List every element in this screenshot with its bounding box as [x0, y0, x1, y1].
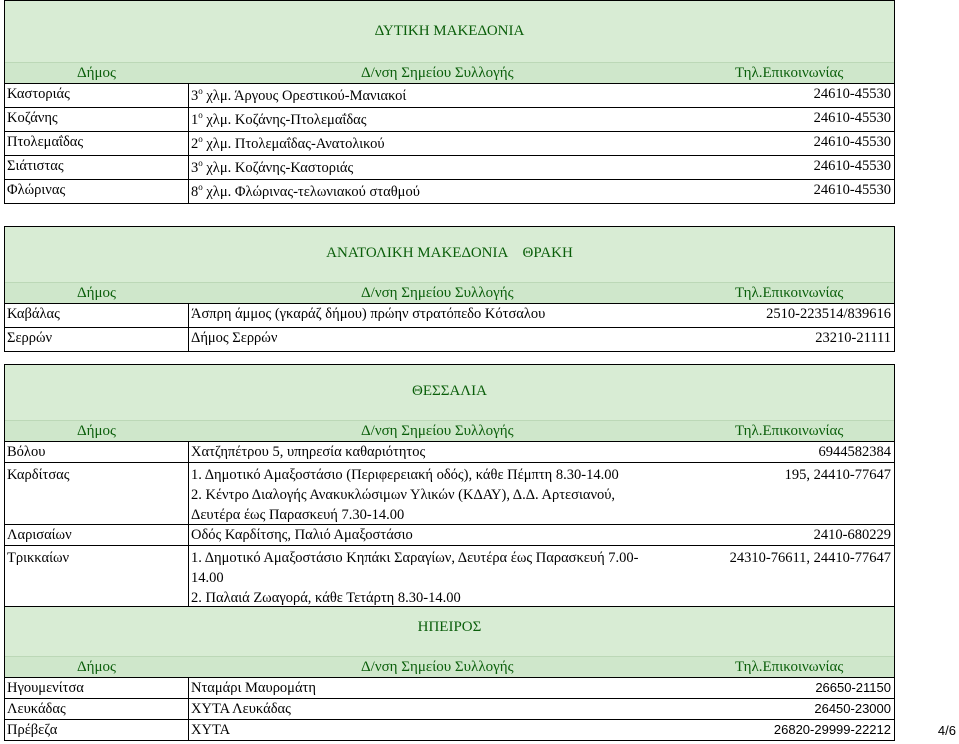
address-cell: 1. Δημοτικό Αμαξοστάσιο (Περιφερειακή οδός), κάθε Πέμπτη 8.30-14.00 2. Κέντρο Διαλογής Ανακυκλώσιμων Υλικών (ΚΔΑΥ), Δ.Δ. Αρτεσιανού, Δευτέρα έως Παρασκευή 7.30-14.00: [191, 467, 619, 523]
address-cell: ΧΥΤΑ: [191, 722, 231, 738]
address-cell: $2^o$ χλμ. Πτολεμαΐδας-Ανατολικού: [191, 134, 385, 152]
table-row: [4, 463, 895, 525]
column-headers: [5, 282, 894, 303]
section-header: [4, 606, 895, 678]
table-row: [4, 132, 895, 156]
dimos-cell: Λαρισαίων: [7, 527, 72, 543]
col-address: Δ/νση Σημείου Συλλογής: [361, 423, 514, 439]
address-cell: $3^o$ χλμ. Άργους Ορεστικού-Μανιακοί: [191, 86, 407, 104]
dimos-cell: Πτολεμαΐδας: [7, 134, 84, 150]
table-row: [4, 720, 895, 741]
phone-cell: 195, 24410-77647: [784, 467, 891, 483]
phone-cell: 24610-45530: [813, 110, 891, 126]
dimos-cell: Καστοριάς: [7, 86, 70, 102]
dimos-cell: Φλώρινας: [7, 182, 66, 198]
dimos-cell: Σιάτιστας: [7, 158, 64, 174]
table-row: [4, 678, 895, 699]
dimos-cell: Τρικκαίων: [7, 550, 70, 566]
column-headers: [5, 420, 894, 441]
phone-cell: 24610-45530: [813, 158, 891, 174]
page-number: 4/6: [937, 723, 956, 738]
col-phone: Τηλ.Επικοινωνίας: [735, 65, 844, 81]
address-cell: Δήμος Σερρών: [191, 330, 278, 346]
region-title: ΗΠΕΙΡΟΣ: [417, 619, 482, 635]
col-dimos: Δήμος: [77, 659, 116, 675]
phone-cell: 24610-45530: [813, 134, 891, 150]
address-cell: Οδός Καρδίτσης, Παλιό Αμαξοστάσιο: [191, 527, 413, 543]
section-epirus: [4, 606, 895, 741]
phone-cell: 2410-680229: [813, 527, 891, 543]
column-headers: [5, 656, 894, 677]
col-address: Δ/νση Σημείου Συλλογής: [361, 285, 514, 301]
address-cell: 1. Δημοτικό Αμαξοστάσιο Κηπάκι Σαραγίων, Δευτέρα έως Παρασκευή 7.00- 14.00 2. Παλαιά Ζωαγορά, κάθε Τετάρτη 8.30-14.00: [191, 550, 639, 606]
address-cell: Χατζηπέτρου 5, υπηρεσία καθαριότητος: [191, 444, 426, 460]
address-cell: Άσπρη άμμος (γκαράζ δήμου) πρώην στρατόπεδο Κότσαλου: [191, 306, 546, 322]
dimos-cell: Σερρών: [7, 330, 53, 346]
section-header: [4, 0, 895, 84]
phone-cell: 2510-223514/839616: [766, 306, 891, 322]
section-header: [4, 364, 895, 442]
table-row: [4, 546, 895, 608]
table-row: [4, 442, 895, 463]
column-headers: [5, 62, 894, 83]
address-cell: $1^o$ χλμ. Κοζάνης-Πτολεμαΐδας: [191, 110, 367, 128]
address-cell: $3^o$ χλμ. Κοζάνης-Καστοριάς: [191, 158, 354, 176]
table-row: [4, 180, 895, 204]
phone-cell: 26650-21150: [815, 680, 891, 695]
col-phone: Τηλ.Επικοινωνίας: [735, 423, 844, 439]
section-thessaly: [4, 364, 895, 608]
table-row: [4, 84, 895, 108]
phone-cell: 24610-45530: [813, 86, 891, 102]
section-header: [4, 226, 895, 304]
region-title: ΔΥΤΙΚΗ ΜΑΚΕΔΟΝΙΑ: [374, 23, 525, 39]
col-phone: Τηλ.Επικοινωνίας: [735, 659, 844, 675]
table-row: [4, 304, 895, 328]
phone-cell: 24610-45530: [813, 182, 891, 198]
phone-cell: 23210-21111: [815, 330, 891, 346]
region-title: ΑΝΑΤΟΛΙΚΗ ΜΑΚΕΔΟΝΙΑ ΘΡΑΚΗ: [326, 245, 573, 261]
phone-cell: 6944582384: [818, 444, 891, 460]
col-dimos: Δήμος: [77, 423, 116, 439]
table-row: [4, 699, 895, 720]
section-western-macedonia: [4, 0, 895, 204]
dimos-cell: Πρέβεζα: [7, 722, 58, 738]
col-address: Δ/νση Σημείου Συλλογής: [361, 659, 514, 675]
col-dimos: Δήμος: [77, 65, 116, 81]
table-row: [4, 328, 895, 352]
dimos-cell: Ηγουμενίτσα: [7, 680, 84, 696]
dimos-cell: Λευκάδας: [7, 701, 66, 717]
section-eastern-macedonia-thrace: [4, 226, 895, 352]
table-row: [4, 156, 895, 180]
table-row: [4, 525, 895, 546]
phone-cell: 26820-29999-22212: [773, 722, 891, 737]
table-row: [4, 108, 895, 132]
address-cell: Νταμάρι Μαυρομάτη: [191, 680, 316, 696]
dimos-cell: Καρδίτσας: [7, 467, 70, 483]
region-title: ΘΕΣΣΑΛΙΑ: [412, 383, 487, 399]
address-cell: $8^o$ χλμ. Φλώρινας-τελωνιακού σταθμού: [191, 182, 420, 200]
col-address: Δ/νση Σημείου Συλλογής: [361, 65, 514, 81]
col-dimos: Δήμος: [77, 285, 116, 301]
address-cell: ΧΥΤΑ Λευκάδας: [191, 701, 291, 717]
dimos-cell: Κοζάνης: [7, 110, 58, 126]
dimos-cell: Βόλου: [7, 444, 46, 460]
phone-cell: 26450-23000: [814, 701, 891, 716]
col-phone: Τηλ.Επικοινωνίας: [735, 285, 844, 301]
phone-cell: 24310-76611, 24410-77647: [729, 550, 891, 566]
dimos-cell: Καβάλας: [7, 306, 60, 322]
